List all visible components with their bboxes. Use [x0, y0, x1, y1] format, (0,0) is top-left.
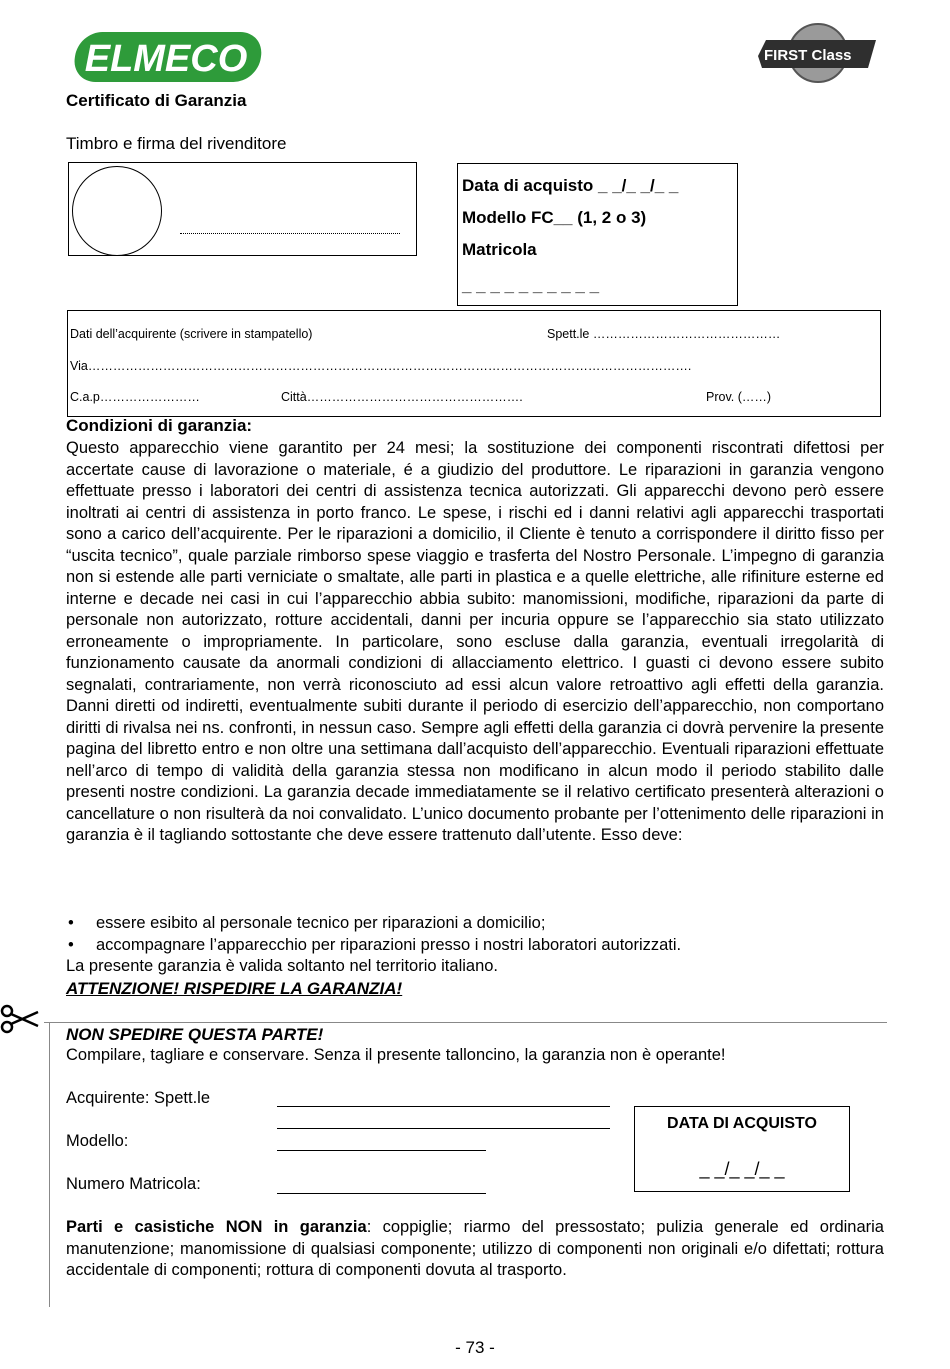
- bullet-icon: •: [68, 936, 74, 954]
- first-class-logo: [756, 22, 880, 84]
- coupon-title: NON SPEDIRE QUESTA PARTE!: [66, 1025, 324, 1044]
- signature-line: [180, 233, 400, 234]
- cap-label: C.a.p……………………: [70, 390, 200, 404]
- purchase-date-box: [634, 1106, 850, 1192]
- model-field-label: Modello:: [66, 1132, 129, 1150]
- cut-line: [44, 1022, 887, 1023]
- list-item: [66, 934, 884, 956]
- elmeco-logo-text: ELMECO: [84, 38, 248, 80]
- model-line: Modello FC__ (1, 2 o 3): [462, 208, 647, 227]
- scissors-icon: [0, 1002, 40, 1036]
- exclusions-paragraph: [66, 1217, 884, 1282]
- conditions-title: Condizioni di garanzia:: [66, 416, 253, 435]
- cut-line-vertical: [49, 1022, 50, 1307]
- via-label: Via……………………………………………………………………………………………………………………………….: [70, 359, 692, 373]
- buyer-field-line-2: [277, 1128, 610, 1129]
- serial-field-line: [277, 1193, 486, 1194]
- bullet-text: accompagnare l’apparecchio per riparazioni presso i nostri laboratori autorizzati.: [96, 936, 682, 954]
- buyer-data-label: Dati dell’acquirente (scrivere in stampatello): [70, 327, 313, 341]
- buyer-field-label: Acquirente: Spett.le: [66, 1089, 211, 1107]
- exclusions-text: : coppiglie; riarmo del pressostato; pulizia generale ed ordinaria manutenzione; manomissione di qualsiasi componente; utilizzo di componenti non originali e/o difettati; rottura accidentale di componenti; rottura di componenti dovuta al trasporto.: [66, 1218, 884, 1279]
- buyer-data-box: [67, 310, 881, 417]
- spett-label: Spett.le ………………………………………: [547, 327, 781, 341]
- stamp-label: Timbro e firma del rivenditore: [66, 134, 287, 153]
- first-class-logo-text: FIRST Class: [764, 47, 852, 64]
- exclusions-label: Parti e casistiche NON in garanzia: [66, 1218, 367, 1236]
- conditions-bullets: [66, 912, 884, 956]
- purchase-date-title: DATA DI ACQUISTO: [667, 1115, 817, 1132]
- province-label: Prov. (……): [706, 390, 772, 404]
- stamp-circle: [72, 166, 162, 256]
- bullet-text: essere esibito al personale tecnico per riparazioni a domicilio;: [96, 914, 546, 932]
- coupon-instruction: Compilare, tagliare e conservare. Senza il presente talloncino, la garanzia non è operante!: [66, 1046, 726, 1064]
- serial-label: Matricola: [462, 240, 537, 259]
- warning-text: ATTENZIONE! RISPEDIRE LA GARANZIA!: [66, 979, 403, 998]
- conditions-body: Questo apparecchio viene garantito per 24 mesi; la sostituzione dei componenti riscontrati difettosi per accertate cause di lavorazione o materiale, é a giudizio del produttore. Le riparazioni in garanzia vengono effettuate presso i laboratori dei centri di assistenza tecnica autorizzati. Gli apparecchi devono però essere inoltrati ai centri di assistenza in porto franco. Le spese, i rischi ed i danni relativi agli apparecchi trasportati sono a carico dell’acquirente. Per le riparazioni a domicilio, il Cliente è tenuto a corrispondere il diritto fisso per “uscita tecnico”, quale parziale rimborso spese viaggio e trasferta del Nostro Personale. L’impegno di garanzia non si estende alle parti verniciate o smaltate, alle parti in plastica e a quelle elettriche, alle rifiniture esterne ed interne e decade nei casi in cui l’apparecchio abbia subito: manomissioni, modifiche, riparazioni da parte di personale non autorizzato, rotture accidentali, danni per incuria oppure se l’apparecchio sia stato utilizzato erroneamente o impropriamente. In particolare, sono escluse dalla garanzia, eventuali irregolarità di funzionamento causate da anormali condizioni di allacciamento elettrico. I guasti ci devono essere subito segnalati, contrariamente, non verrà riconosciuto ad essi alcun valore retroattivo agli effetti della garanzia. Danni diretti od indiretti, eventualmente subiti durante il periodo di esercizio dell’apparecchio, non comportano diritti di rivalsa nei ns. confronti, in nessun caso. Sempre agli effetti della garanzia ci dovrà pervenire la presente pagina del libretto entro e non oltre una settimana dall’acquisto dell’apparecchio. Eventuali riparazioni effettuate nell’arco di tempo di validità della garanzia stessa non modificano in alcun modo il periodo stabilito dalle presenti nostre condizioni. La garanzia decade immediatamente se il relativo certificato presenterà alterazioni o cancellature o non risulterà da noi convalidato. L’unico documento probante per l’ottenimento delle riparazioni in garanzia è il tagliando sottostante che deve essere trattenuto dall’utente. Esso deve:: [66, 439, 884, 844]
- city-label: Città…………………………………………….: [281, 390, 523, 404]
- page-title: Certificato di Garanzia: [66, 91, 247, 110]
- elmeco-logo: [70, 28, 262, 86]
- purchase-date-blank: _ _/_ _/_ _: [699, 1159, 785, 1179]
- buyer-field-line-1: [277, 1106, 610, 1107]
- serial-blank: _ _ _ _ _ _ _ _ _ _: [462, 276, 600, 295]
- model-field-line: [277, 1150, 486, 1151]
- page-number: - 73 -: [455, 1338, 495, 1357]
- bullet-icon: •: [68, 914, 74, 932]
- list-item: [66, 912, 884, 934]
- purchase-info-box: [457, 163, 738, 306]
- validity-note: La presente garanzia è valida soltanto nel territorio italiano.: [66, 957, 499, 975]
- serial-field-label: Numero Matricola:: [66, 1175, 201, 1193]
- purchase-date-line: Data di acquisto _ _/_ _/_ _: [462, 176, 679, 195]
